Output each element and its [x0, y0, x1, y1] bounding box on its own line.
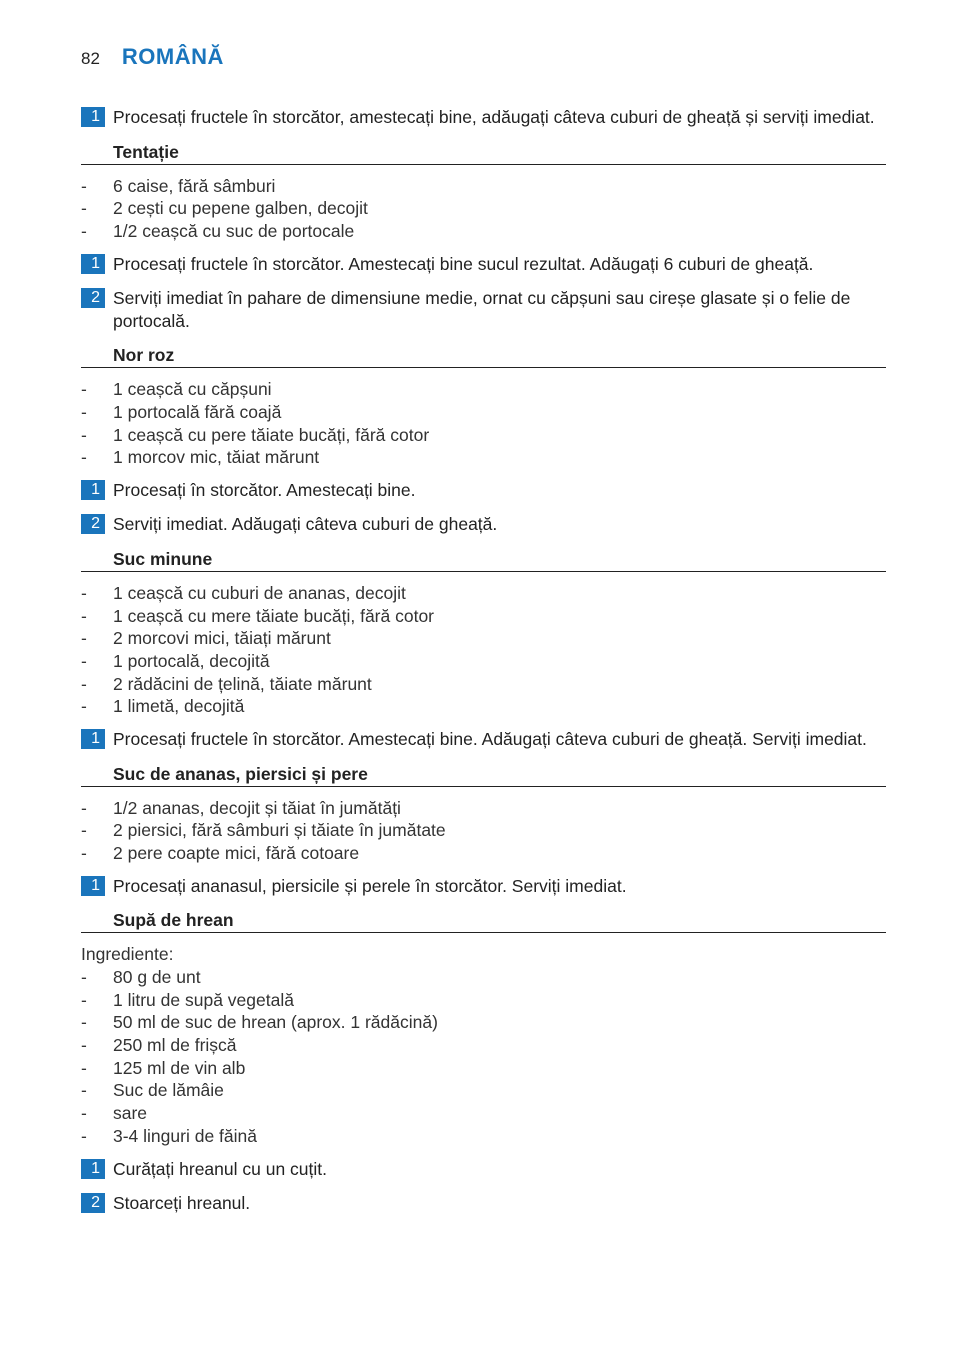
step-number-badge: 1: [81, 480, 105, 500]
ingredient-text: 1 litru de supă vegetală: [113, 989, 294, 1010]
ingredient-item: [81, 695, 886, 718]
ingredient-item: [81, 650, 886, 673]
page-header: [81, 44, 224, 76]
dash-bullet: -: [81, 651, 87, 672]
ingredient-item: [81, 197, 886, 220]
instruction-step: [81, 513, 886, 536]
dash-bullet: -: [81, 198, 87, 219]
step-number-badge: 2: [81, 288, 105, 308]
step-number-badge: 2: [81, 514, 105, 534]
ingredient-item: [81, 582, 886, 605]
ingredient-item: [81, 446, 886, 469]
instruction-step: [81, 253, 886, 276]
recipe-heading: Supă de hrean: [81, 909, 886, 933]
ingredient-text: 50 ml de suc de hrean (aprox. 1 rădăcină): [113, 1012, 438, 1033]
dash-bullet: -: [81, 175, 87, 196]
step-text: Procesați ananasul, piersicile și perele în storcător. Serviți imediat.: [113, 875, 627, 896]
ingredient-item: [81, 1057, 886, 1080]
ingredient-item: [81, 1034, 886, 1057]
dash-bullet: -: [81, 1057, 87, 1078]
ingredient-text: 1/2 ceașcă cu suc de portocale: [113, 220, 355, 241]
ingredient-text: 2 piersici, fără sâmburi și tăiate în jumătate: [113, 820, 446, 841]
ingredient-item: [81, 989, 886, 1012]
instruction-step: [81, 728, 886, 751]
step-number-badge: 1: [81, 107, 105, 127]
ingredient-item: [81, 220, 886, 243]
ingredient-list: [81, 797, 886, 865]
dash-bullet: -: [81, 582, 87, 603]
dash-bullet: -: [81, 379, 87, 400]
dash-bullet: -: [81, 1080, 87, 1101]
ingredient-text: 1 morcov mic, tăiat mărunt: [113, 447, 320, 468]
ingredient-item: [81, 401, 886, 424]
recipe-content: [81, 106, 886, 1227]
ingredient-item: [81, 627, 886, 650]
dash-bullet: -: [81, 989, 87, 1010]
step-text: Procesați fructele în storcător, amestecați bine, adăugați câteva cuburi de gheață și serviți imediat.: [113, 107, 875, 127]
instruction-step: [81, 1192, 886, 1215]
dash-bullet: -: [81, 673, 87, 694]
dash-bullet: -: [81, 401, 87, 422]
instruction-step: [81, 287, 886, 332]
recipe-heading: Nor roz: [81, 344, 886, 368]
ingredient-text: 2 cești cu pepene galben, decojit: [113, 198, 368, 219]
page-number: 82: [81, 49, 100, 68]
ingredient-text: 1 ceașcă cu cuburi de ananas, decojit: [113, 582, 406, 603]
ingredient-item: [81, 175, 886, 198]
dash-bullet: -: [81, 820, 87, 841]
dash-bullet: -: [81, 1012, 87, 1033]
dash-bullet: -: [81, 966, 87, 987]
step-number-badge: 1: [81, 254, 105, 274]
ingredient-text: 2 rădăcini de țelină, tăiate mărunt: [113, 673, 372, 694]
ingredient-list: [81, 378, 886, 469]
ingredient-text: 125 ml de vin alb: [113, 1057, 246, 1078]
ingredient-list: [81, 582, 886, 718]
ingredient-text: 6 caise, fără sâmburi: [113, 175, 276, 196]
ingredient-text: 1 limetă, decojită: [113, 696, 245, 717]
step-number-badge: 1: [81, 876, 105, 896]
step-text: Procesați în storcător. Amestecați bine.: [113, 479, 416, 500]
ingredient-item: [81, 842, 886, 865]
ingredient-list: [81, 966, 886, 1148]
ingredient-text: 1 portocală fără coajă: [113, 401, 282, 422]
dash-bullet: -: [81, 797, 87, 818]
dash-bullet: -: [81, 605, 87, 626]
dash-bullet: -: [81, 447, 87, 468]
ingredient-item: [81, 673, 886, 696]
ingredient-item: [81, 424, 886, 447]
step-number-badge: 1: [81, 1159, 105, 1179]
ingredient-item: [81, 966, 886, 989]
ingredient-item: [81, 605, 886, 628]
recipe-heading: Suc de ananas, piersici și pere: [81, 763, 886, 787]
dash-bullet: -: [81, 1035, 87, 1056]
step-text: Stoarceți hreanul.: [113, 1193, 251, 1214]
ingredient-item: [81, 1125, 886, 1148]
dash-bullet: -: [81, 628, 87, 649]
ingredient-text: sare: [113, 1103, 148, 1124]
ingredient-text: 1 ceașcă cu căpșuni: [113, 379, 272, 400]
ingredient-text: 3-4 linguri de făină: [113, 1125, 257, 1146]
ingredient-text: 1/2 ananas, decojit și tăiat în jumătăți: [113, 797, 401, 818]
ingredient-item: [81, 378, 886, 401]
language-title: ROMÂNĂ: [121, 44, 224, 69]
ingredient-item: [81, 1011, 886, 1034]
step-text: Procesați fructele în storcător. Amestecați bine. Adăugați câteva cuburi de gheață. Serviți imediat.: [113, 729, 867, 750]
ingredient-text: 1 portocală, decojită: [113, 651, 270, 672]
ingredients-intro: Ingrediente:: [81, 944, 174, 965]
ingredient-text: 1 ceașcă cu pere tăiate bucăți, fără cotor: [113, 424, 430, 445]
ingredient-text: 2 morcovi mici, tăiați mărunt: [113, 628, 331, 649]
ingredient-item: [81, 819, 886, 842]
dash-bullet: -: [81, 1125, 87, 1146]
ingredient-item: [81, 797, 886, 820]
step-text: Curățați hreanul cu un cuțit.: [113, 1158, 328, 1179]
ingredient-item: [81, 1079, 886, 1102]
ingredient-text: 250 ml de frișcă: [113, 1035, 237, 1056]
dash-bullet: -: [81, 220, 87, 241]
step-number-badge: 2: [81, 1193, 105, 1213]
ingredient-list: [81, 175, 886, 243]
step-number-badge: 1: [81, 729, 105, 749]
step-text: Procesați fructele în storcător. Amestecați bine sucul rezultat. Adăugați 6 cuburi de gheață.: [113, 253, 814, 274]
ingredient-text: Suc de lămâie: [113, 1080, 224, 1101]
ingredient-text: 2 pere coapte mici, fără cotoare: [113, 843, 360, 864]
dash-bullet: -: [81, 424, 87, 445]
instruction-step: [81, 1158, 886, 1181]
recipe-heading: Suc minune: [81, 548, 886, 572]
dash-bullet: -: [81, 696, 87, 717]
instruction-step: [81, 875, 886, 898]
ingredient-item: [81, 1102, 886, 1125]
step-text: Serviți imediat în pahare de dimensiune medie, ornat cu căpșuni sau cireșe glasate și o felie de portocală.: [113, 288, 851, 331]
recipe-heading: Tentație: [81, 141, 886, 165]
instruction-step: [81, 479, 886, 502]
dash-bullet: -: [81, 1103, 87, 1124]
step-text: Serviți imediat. Adăugați câteva cuburi de gheață.: [113, 514, 498, 535]
ingredient-text: 80 g de unt: [113, 966, 201, 987]
ingredient-text: 1 ceașcă cu mere tăiate bucăți, fără cotor: [113, 605, 434, 626]
instruction-step: [81, 106, 886, 129]
dash-bullet: -: [81, 843, 87, 864]
